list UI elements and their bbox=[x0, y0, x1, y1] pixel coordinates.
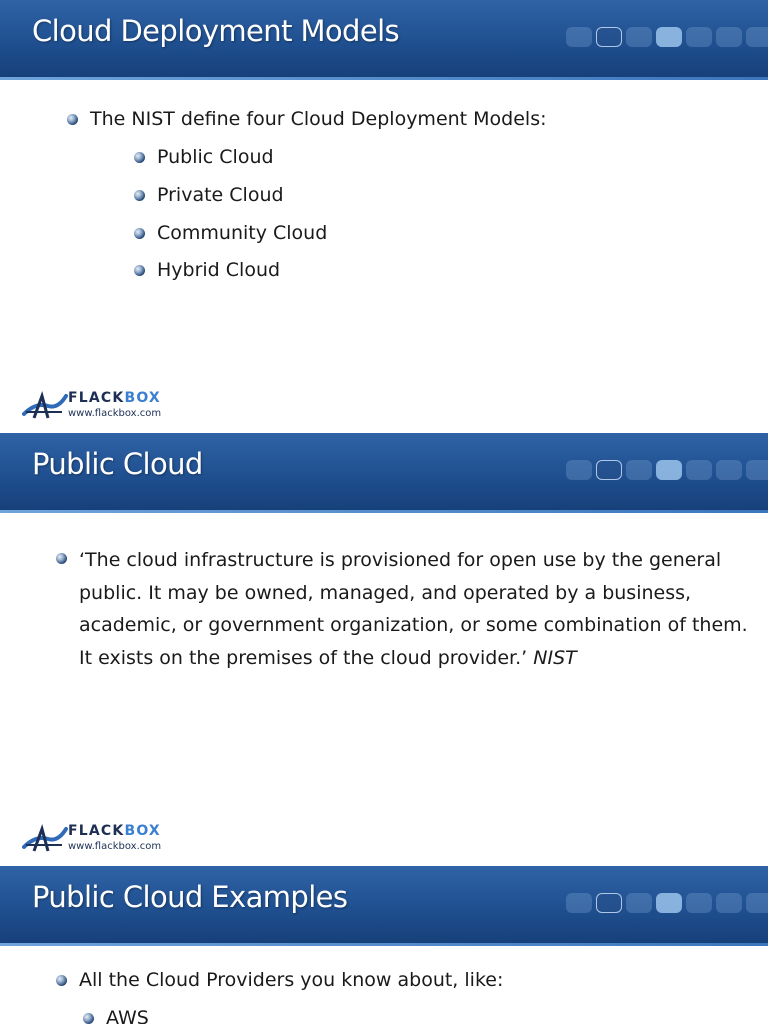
bullet-icon bbox=[67, 114, 78, 125]
list-item-text: Private Cloud bbox=[157, 184, 284, 206]
bullet-intro bbox=[90, 108, 547, 130]
header-decoration bbox=[566, 893, 768, 915]
header-decoration bbox=[566, 460, 768, 482]
list-item bbox=[106, 1007, 149, 1024]
flackbox-bridge-icon bbox=[22, 390, 68, 420]
logo-brand: FLACKBOX bbox=[68, 823, 161, 839]
list-item-text: AWS bbox=[106, 1007, 149, 1024]
logo-brand: FLACKBOX bbox=[68, 390, 161, 406]
bullet-text: All the Cloud Providers you know about, like: bbox=[79, 969, 504, 991]
bullet-text: The NIST define four Cloud Deployment Models: bbox=[90, 108, 547, 130]
bullet-icon bbox=[134, 152, 145, 163]
slide-cloud-deployment-models bbox=[0, 0, 768, 433]
quote-line-last: It exists on the premises of the cloud provider.’ NIST bbox=[79, 646, 577, 669]
slide-header bbox=[0, 866, 768, 946]
list-item-text: Public Cloud bbox=[157, 146, 274, 168]
slide-public-cloud bbox=[0, 433, 768, 866]
list-item bbox=[157, 222, 327, 244]
flackbox-logo bbox=[22, 823, 182, 859]
list-item bbox=[157, 184, 284, 206]
quote-line: academic, or government organization, or some combination of them. bbox=[79, 614, 748, 636]
list-item bbox=[157, 259, 280, 281]
quote-line: public. It may be owned, managed, and operated by a business, bbox=[79, 581, 692, 604]
bullet-icon bbox=[83, 1013, 94, 1024]
bullet-icon bbox=[134, 265, 145, 276]
slide-title: Public Cloud Examples bbox=[32, 880, 348, 914]
logo-url: www.flackbox.com bbox=[68, 408, 162, 419]
slide-title: Public Cloud bbox=[32, 447, 203, 481]
bullet-icon bbox=[56, 975, 67, 986]
quote-line: ‘The cloud infrastructure is provisioned for open use by the general bbox=[79, 549, 722, 571]
header-decoration bbox=[566, 27, 768, 49]
nist-quote bbox=[79, 544, 749, 674]
slide-title: Cloud Deployment Models bbox=[32, 14, 400, 48]
slide-header bbox=[0, 433, 768, 513]
flackbox-bridge-icon bbox=[22, 823, 68, 853]
bullet-icon bbox=[134, 190, 145, 201]
bullet-icon bbox=[56, 553, 67, 564]
bullet-icon bbox=[134, 228, 145, 239]
list-item bbox=[157, 146, 274, 168]
slide-header bbox=[0, 0, 768, 80]
bullet-intro bbox=[79, 969, 503, 991]
slide-public-cloud-examples bbox=[0, 866, 768, 1024]
quote-source: NIST bbox=[533, 646, 577, 669]
list-item-text: Community Cloud bbox=[157, 222, 328, 244]
list-item-text: Hybrid Cloud bbox=[157, 259, 281, 281]
logo-url: www.flackbox.com bbox=[68, 841, 162, 852]
flackbox-logo bbox=[22, 390, 182, 426]
